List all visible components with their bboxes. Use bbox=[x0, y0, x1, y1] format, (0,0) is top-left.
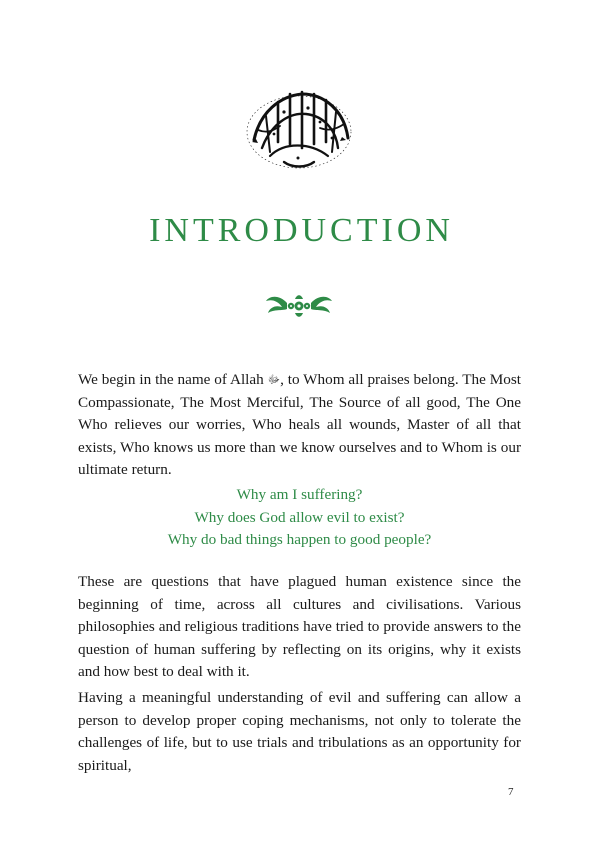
page-title: INTRODUCTION bbox=[149, 212, 454, 249]
question-line: Why do bad things happen to good people? bbox=[167, 531, 432, 548]
body-paragraph: Having a meaningful understanding of evil and suffering can allow a person to develop proper coping mechanisms, not only to tolerate the challenges of life, but to use trials and tribulations as an opportunity for spiritual, bbox=[78, 689, 521, 774]
page-number: 7 bbox=[508, 786, 514, 798]
basmala-calligraphy bbox=[240, 82, 358, 174]
intro-paragraph-start: We begin in the name of Allah bbox=[78, 371, 264, 388]
questions-block bbox=[78, 484, 521, 552]
question-line: Why am I suffering? bbox=[236, 486, 363, 503]
body-paragraph: These are questions that have plagued human existence since the beginning of time, across all cultures and civilisations. Various philosophies and religious traditions have tried to provide answers to the question of human suffering by reflecting on its origins, why it exists and how best to deal with it. bbox=[78, 573, 521, 680]
intro-paragraph-rest: , to Whom all praises belong. The Most Compassionate, The Most Merciful, The Source of all good, The One Who relieves our worries, Who heals all wounds, Master of all that exists, Who knows us more than we know ourselves and to Whom is our ultimate return. bbox=[78, 371, 521, 478]
question-line: Why does God allow evil to exist? bbox=[194, 508, 405, 526]
intro-paragraph bbox=[78, 369, 521, 482]
honorific-symbol: ﷻ bbox=[267, 374, 281, 386]
floral-ornament-icon bbox=[262, 293, 336, 319]
